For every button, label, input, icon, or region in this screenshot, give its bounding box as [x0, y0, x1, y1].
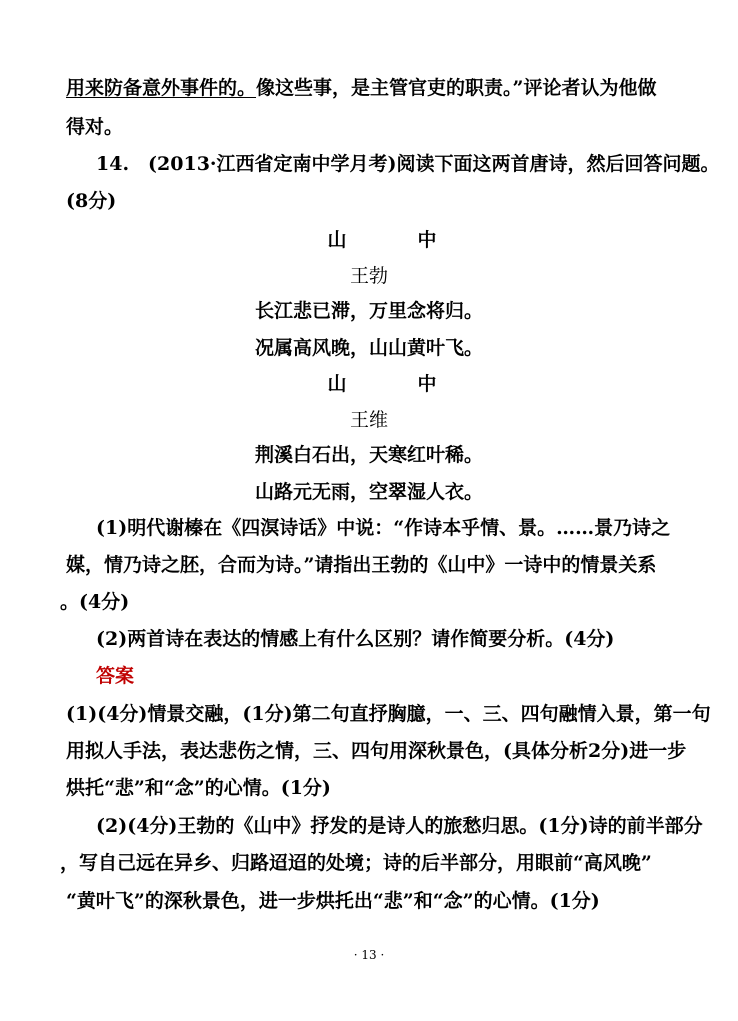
question-header: 14. (2013·江西省定南中学月考)阅读下面这两首唐诗，然后回答问题。	[96, 153, 720, 175]
underlined-text: 用来防备意外事件的。	[66, 77, 257, 99]
page-number: · 13 ·	[353, 948, 385, 962]
poem-author: 王勃	[349, 265, 388, 287]
poem-title: 山 中	[327, 229, 463, 251]
poem-author: 王维	[349, 409, 388, 431]
question-score: (8分)	[66, 190, 117, 212]
answer-text: (2)(4分)王勃的《山中》抒发的是诗人的旅愁归思。(1分)诗的前半部分	[96, 815, 703, 837]
answer-text: ，写自己远在异乡、归路迢迢的处境；诗的后半部分，用眼前“高风晚”	[60, 852, 652, 874]
answer-text: (1)(4分)情景交融，(1分)第二句直抒胸臆，一、三、四句融情入景，第一句	[66, 703, 711, 725]
answer-text: 烘托“悲”和“念”的心情。(1分)	[66, 777, 331, 799]
subquestion-text: (1)明代谢榛在《四溟诗话》中说：“作诗本乎情、景。……景乃诗之	[96, 517, 671, 539]
poem-line: 荆溪白石出，天寒红叶稀。	[254, 444, 483, 466]
subquestion-text: (2)两首诗在表达的情感上有什么区别？请作简要分析。(4分)	[96, 628, 615, 650]
text-line: 得对。	[66, 116, 124, 138]
poem-line: 况属高风晚，山山黄叶飞。	[254, 337, 483, 359]
poem-line: 山路元无雨，空翠湿人衣。	[254, 481, 483, 503]
answer-label: 答案	[96, 665, 135, 687]
poem-line: 长江悲已滞，万里念将归。	[254, 300, 483, 322]
subquestion-text: 。(4分)	[60, 591, 130, 613]
answer-text: “黄叶飞”的深秋景色，进一步烘托出“悲”和“念”的心情。(1分)	[66, 890, 600, 912]
text-span: 像这些事，是主管官吏的职责。”评论者认为他做	[256, 77, 657, 99]
poem-title: 山 中	[327, 373, 463, 395]
text-line	[66, 76, 656, 100]
subquestion-text: 媒，情乃诗之胚，合而为诗。”请指出王勃的《山中》一诗中的情景关系	[66, 554, 657, 576]
answer-text: 用拟人手法，表达悲伤之情，三、四句用深秋景色，(具体分析2分)进一步	[66, 740, 687, 762]
